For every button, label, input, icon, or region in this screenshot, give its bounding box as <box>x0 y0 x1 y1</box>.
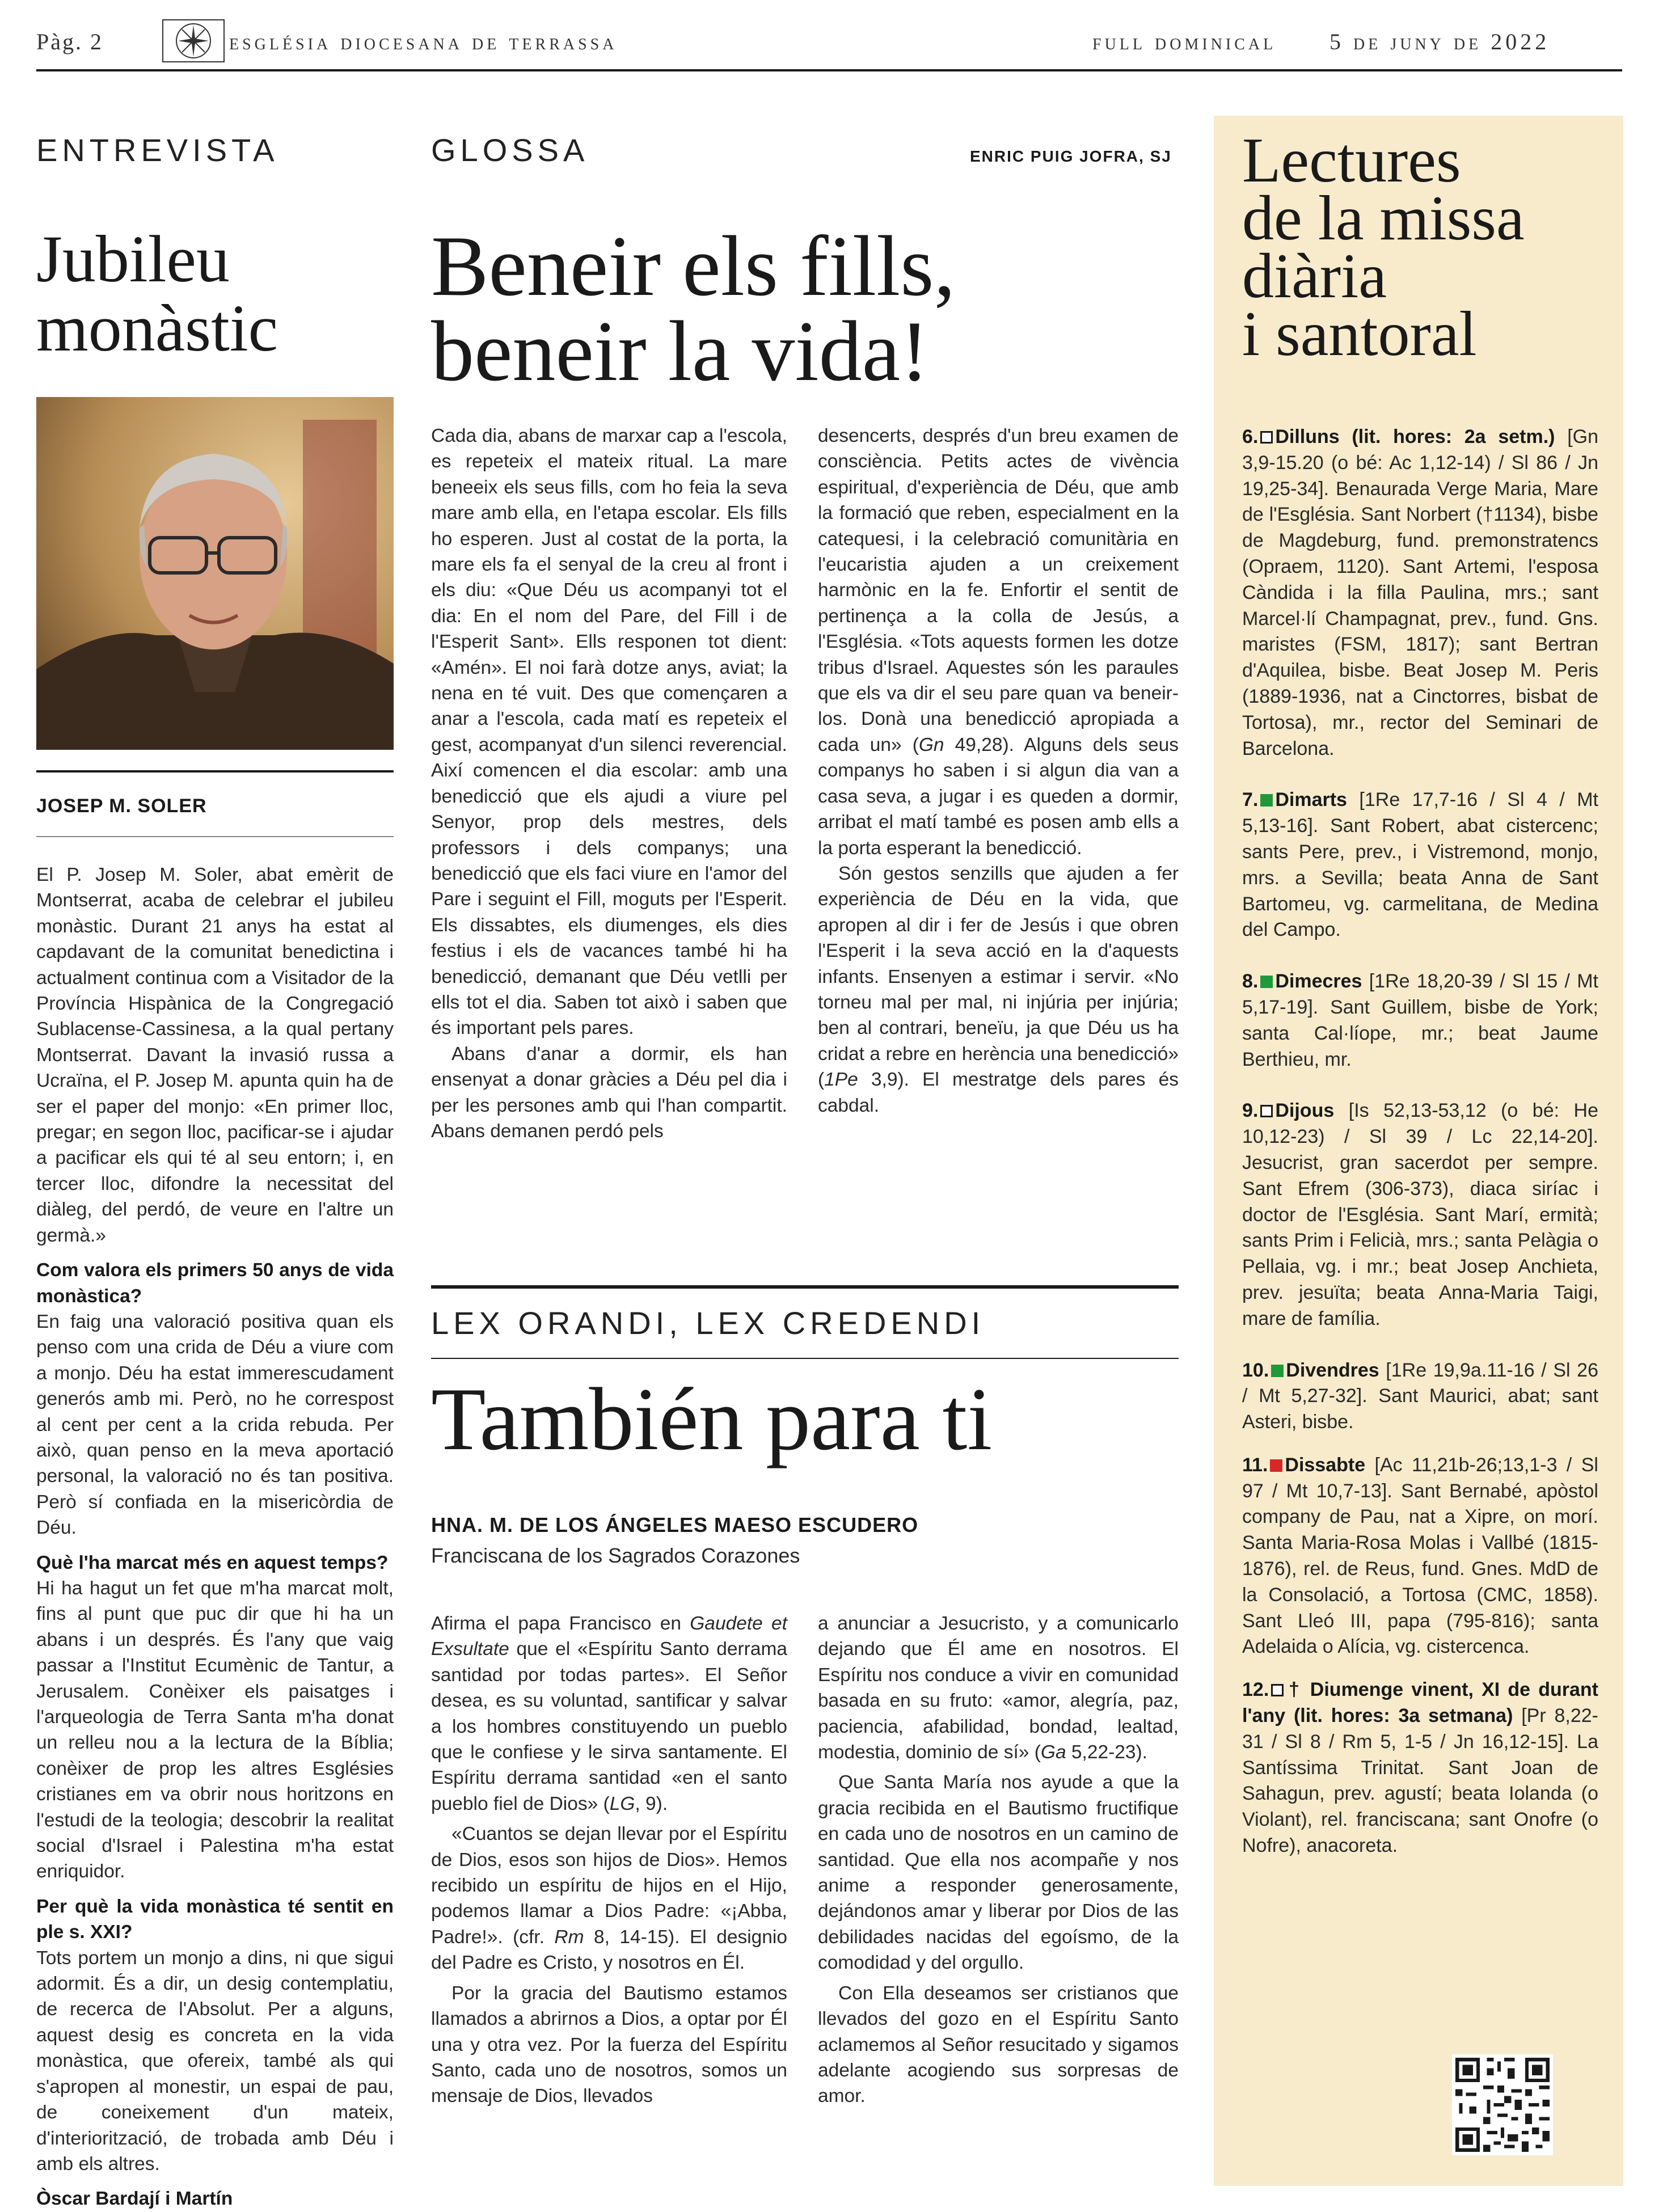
day-number: 7. <box>1242 789 1259 811</box>
page-header <box>36 17 1622 71</box>
glossa-text: 3,9). El mestratge dels pares és cabdal. <box>818 1069 1179 1116</box>
lectures-day <box>1242 1098 1598 1332</box>
lex-paragraph: Que Santa María nos ayude a que la gracia recibida en el Bautismo fructifique en cada uno de nosotros en un camino de santidad. Que ella nos acompañe y nos anime a responder generosamente, dejándonos amar y liberar por Dios de las debilidades nacidas del egoísmo, de la comodidad y del orgullo. <box>818 1772 1179 1974</box>
lex-text: a anunciar a Jesucristo, y a comunicarlo dejando que Él ame en nosotros. El Espíritu nos conduce a vivir en comunidad basada en su fruto: «amor, alegría, paz, paciencia, afabilidad, bondad, lealtad, modestia, dominio de sí» ( <box>818 1613 1179 1763</box>
liturgical-color-square-icon <box>1260 794 1273 807</box>
day-number: 6. <box>1242 426 1259 448</box>
lex-text: que el «Espíritu Santo derrama santidad por todas partes». El Señor desea, es su voluntad, santificar y salvar a los hombres constituyendo un pueblo que le confiese y le sirva santamente. El Espíritu derrama santidad «en el santo pueblo fiel de Dios» ( <box>431 1639 787 1814</box>
lex-section-rule <box>431 1285 1179 1289</box>
glossa-title <box>431 218 956 399</box>
liturgical-color-square-icon <box>1271 1365 1284 1377</box>
liturgical-color-square-icon <box>1270 1459 1282 1472</box>
day-heading: Dimarts <box>1275 789 1347 811</box>
glossa-title-line: Beneir els fills, <box>431 218 956 314</box>
interview-text <box>36 862 394 2212</box>
day-number: 12. <box>1242 1679 1269 1701</box>
lectures-title-line: Lectures <box>1242 125 1461 196</box>
day-heading: Dissabte <box>1285 1454 1366 1476</box>
lex-text: Afirma el papa Francisco en <box>431 1613 690 1634</box>
interview-answer: Hi ha hagut un fet que m'ha marcat molt, fins al punt que puc dir que hi ha un abans i un després. És l'any que vaig passar a l'Institut Ecumènic de Tantur, a Jerusalem. Conèixer els paisatges i l'arqueologia de Terra Santa m'ha donat un relleu nou a la lectura de la Bíblia; conèixer de prop les altres Esglésies cristianes em va obrir nous horitzons en l'estudi de la teologia; descobrir la realitat social d'Israel i Palestina m'ha estat enriquidor. <box>36 1577 394 1882</box>
interview-title-line: Jubileu <box>36 222 230 296</box>
day-readings: [Pr 8,22-31 / Sl 8 / Rm 5, 1-5 / Jn 16,12-15]. La Santíssima Trinitat. Sant Joan de Sahagun, prev. agustí; beata Iolanda (o Violant), rel. franciscana; sant Onofre (o Nofre), anacoreta. <box>1242 1705 1598 1857</box>
interview-title <box>36 222 278 365</box>
lectures-title-line: i santoral <box>1242 299 1477 369</box>
day-number: 9. <box>1242 1100 1259 1122</box>
interview-answer: Tots portem un monjo a dins, ni que sigui adormit. És a dir, un desig contemplatiu, de recerca de l'Absolut. Per a alguns, aquest desig es concreta en la vida monàstica, que ofereix, també als qui s'apropen al monestir, un espai de pau, de coneixement d'un mateix, d'interiorització, de trobada amb Déu i amb els altres. <box>36 1947 394 2175</box>
diocese-logo-icon <box>162 19 225 62</box>
interview-author: JOSEP M. SOLER <box>36 795 207 817</box>
lectures-list <box>1242 424 1598 1859</box>
day-readings: [1Re 17,7-16 / Sl 4 / Mt 5,13-16]. Sant Robert, abat cistercenc; sants Pere, prev., i Vistremond, monjo, mrs. a Sevilla; beata Anna de Sant Bartomeu, vg. carmelitana, de Medina del Campo. <box>1242 789 1598 941</box>
interview-author-rule-bottom <box>36 836 394 837</box>
qr-code-icon[interactable] <box>1452 2054 1553 2155</box>
lectures-day <box>1242 969 1598 1073</box>
glossa-text: desencerts, després d'un breu examen de consciència. Petits actes de vivència espiritual, d'experiència de Déu, que amb la formació que reben, especialment en la catequesi, i la celebració comunitària en l'eucaristia ajuden a un creixement harmònic en la fe. Enfortir el sentit de pertinença a la colla de Jesús, a l'Església. «Tots aquests formen les dotze tribus d'Israel. Aquestes són les paraules que els va dir el seu pare quan va beneir-los. Donà una benedicció apropiada a cada un» ( <box>818 425 1179 755</box>
page-number: Pàg. 2 <box>36 29 103 54</box>
liturgical-color-square-icon <box>1260 431 1273 444</box>
document-reference: LG <box>609 1793 635 1814</box>
bible-reference: 1Pe <box>824 1069 858 1091</box>
interview-signature: Òscar Bardají i Martín <box>36 2188 233 2210</box>
lex-title-line: También para ti <box>431 1370 993 1469</box>
interview-title-line: monàstic <box>36 291 278 365</box>
publication-date: 5 de juny de 2022 <box>1329 29 1550 54</box>
lex-text: , 9). <box>635 1793 668 1814</box>
section-kicker-lex-orandi: LEX ORANDI, LEX CREDENDI <box>431 1305 985 1341</box>
interview-answer: En faig una valoració positiva quan els penso com una crida de Déu a viure com a monjo. Déu ha estat immerescudament generós amb mi. Però, no he correspost al cent per cent a la crida rebuda. Per això, quan penso en la meva aportació personal, la valoració no és tan positiva. Però sí confiada en la misericòrdia de Déu. <box>36 1311 394 1539</box>
glossa-paragraph <box>818 423 1179 861</box>
glossa-paragraph <box>818 861 1179 1118</box>
lex-paragraph <box>818 1611 1179 1765</box>
bible-reference: Gn <box>918 734 944 755</box>
lectures-day <box>1242 1358 1598 1436</box>
interview-question: Què l'ha marcat més en aquest temps? <box>36 1552 389 1573</box>
glossa-author: ENRIC PUIG JOFRA, SJ <box>970 147 1172 165</box>
lex-paragraph: Por la gracia del Bautismo estamos llamados a abrirnos a Dios, a optar por Él una y otra vez. Por la fuerza del Espíritu Santo, cada uno de nosotros, somos un mensaje de Dios, llevados <box>431 1982 787 2107</box>
document-reference: Gaudete et Exsultate <box>431 1613 787 1660</box>
lex-kicker-rule <box>431 1358 1179 1359</box>
day-number: 8. <box>1242 970 1259 993</box>
day-readings: [1Re 19,9a.11-16 / Sl 26 / Mt 5,27-32]. Sant Maurici, abat; sant Asteri, bisbe. <box>1242 1359 1598 1433</box>
section-kicker-glossa: GLOSSA <box>431 132 589 168</box>
day-heading: Dilluns (lit. hores: 2a setm.) <box>1275 426 1555 448</box>
lex-title <box>431 1371 992 1468</box>
lex-paragraph <box>431 1611 787 1817</box>
glossa-column-1 <box>431 423 787 1144</box>
interview-question: Per què la vida monàstica té sentit en ple s. XXI? <box>36 1896 394 1943</box>
glossa-title-line: beneir la vida! <box>431 303 929 399</box>
lectures-day <box>1242 787 1598 943</box>
day-readings: [Ac 11,21b-26;13,1-3 / Sl 97 / Mt 10,7-13]. Sant Bernabé, apòstol company de Pau, nat a Xipre, on morí. Santa Maria-Rosa Molas i Vallbé (1815-1876), rel. de Reus, fund. Gnes. MdD de la Consolació, a Tortosa (CMC, 1858). Sant Lleó III, papa (795-816); santa Adelaida o Alícia, vg. cistercenca. <box>1242 1454 1598 1658</box>
publisher-name: església diocesana de terrassa <box>229 29 618 54</box>
lex-paragraph: Con Ella deseamos ser cristianos que llevados del gozo en el Espíritu Santo aclamemos al Señor resucitado y sigamos adelante acogiendo sus sorpresas de amor. <box>818 1982 1179 2107</box>
lectures-day <box>1242 424 1598 762</box>
lectures-day <box>1242 1453 1598 1660</box>
glossa-column-2 <box>818 423 1179 1118</box>
lectures-title <box>1242 125 1525 369</box>
liturgical-color-square-icon <box>1260 1105 1273 1117</box>
lex-column-1 <box>431 1611 787 2109</box>
lex-text: 5,22-23). <box>1066 1742 1147 1763</box>
day-heading: Dijous <box>1275 1100 1335 1122</box>
liturgical-color-square-icon <box>1271 1684 1284 1696</box>
lectures-title-line: diària <box>1242 241 1387 311</box>
glossa-paragraph: Cada dia, abans de marxar cap a l'escola, es repeteix el mateix ritual. La mare beneeix els seus fills, com ho feia la seva mare amb ella, en l'etapa escolar. Els fills ho esperen. Just al costat de la porta, la mare els fa el senyal de la creu al front i els diu: «Que Déu us acompanyi tot el dia: En el nom del Pare, del Fill i de l'Esperit Sant». Ells responen tot dient: «Amén». El noi farà dotze anys, aviat; la nena en té vuit. Des que començaren a anar a l'escola, cada matí es repeteix el gest, acompanyat d'un silenci reverencial. Així comencen el dia escolar: amb una benedicció que els ajudi a viure pel Senyor, prop dels mestres, dels professors i dels companys; una benedicció que els faci viure en l'amor del Pare i seguint el Fill, moguts per l'Esperit. Els dissabtes, els diumenges, els dies festius i els de vacances també hi ha benedicció, demanant que Déu vetlli per ells tot el dia. Saben tot això i saben que és important pels pares. <box>431 425 787 1039</box>
day-readings: [Is 52,13-53,12 (o bé: He 10,12-23) / Sl 39 / Lc 22,14-20]. Jesucrist, gran sacerdot per sempre. Sant Efrem (306-373), diaca siríac i doctor de l'Església. Sant Marí, ermità; sants Prim i Felicià, mrs.; santa Pelàgia o Pellaia, vg. i mr.; beat Josep Anchieta, prev. jesuïta; beata Anna-Maria Taigi, mare de família. <box>1242 1100 1598 1329</box>
interview-question: Com valora els primers 50 anys de vida monàstica? <box>36 1260 394 1307</box>
day-number: 11. <box>1242 1454 1268 1476</box>
lex-text: 8, 14-15). El designio del Padre es Cristo, y nosotros en Él. <box>431 1926 787 1974</box>
lex-text: «Cuantos se dejan llevar por el Espíritu de Dios, esos son hijos de Dios». Hemos recibido un espíritu de hijos en el Hijo, podemos llamar a Dios Padre: «¡Abba, Padre!». (cfr. <box>431 1823 787 1948</box>
publication-name: full dominical <box>1092 29 1277 54</box>
section-kicker-entrevista: ENTREVISTA <box>36 132 279 168</box>
lex-author-affiliation: Franciscana de los Sagrados Corazones <box>431 1544 800 1567</box>
day-readings: [Gn 3,9-15.20 (o bé: Ac 1,12-14) / Sl 86 / Jn 19,25-34]. Benaurada Verge Maria, Mare de l'Església. Sant Norbert (†1134), bisbe de Magdeburg, fund. premonstratencs (Opraem, 1120). Sant Artemi, l'esposa Càndida i la filla Paulina, mrs.; sant Marcel·lí Champagnat, prev., fund. Gns. maristes (FSM, 1817); sant Bertran d'Aquilea, bisbe. Beat Josep M. Peris (1889-1936, nat a Cinctorres, bisbat de Tortosa), mr., rector del Seminari de Barcelona. <box>1242 426 1598 759</box>
lex-author: HNA. M. DE LOS ÁNGELES MAESO ESCUDERO <box>431 1513 919 1536</box>
day-readings: [1Re 18,20-39 / Sl 15 / Mt 5,17-19]. Sant Guillem, bisbe de York; santa Cal·líope, mr.; beat Jaume Berthieu, mr. <box>1242 970 1598 1070</box>
day-number: 10. <box>1242 1359 1269 1381</box>
bible-reference: Rm <box>554 1926 584 1948</box>
lectures-day <box>1242 1677 1598 1859</box>
lex-paragraph <box>431 1821 787 1975</box>
liturgical-color-square-icon <box>1260 976 1273 988</box>
interview-portrait <box>36 397 394 750</box>
interview-intro: El P. Josep M. Soler, abat emèrit de Montserrat, acaba de celebrar el jubileu monàstic. Durant 21 anys ha estat al capdavant de la comunitat benedictina i actualment continua com a Visitador de la Província Hispànica de la Congregació Sublacense-Cassinesa, a la qual pertany Montserrat. Davant la invasió russa a Ucraïna, el P. Josep M. apunta quin ha de ser el paper del monjo: «En primer lloc, pregar; en segon lloc, pacificar-se i ajudar a pacificar els qui té al seu entorn; i, en tercer lloc, difondre la necessitat del diàleg, del perdó, de veure en l'altre un germà.» <box>36 864 394 1246</box>
bible-reference: Ga <box>1040 1742 1066 1763</box>
glossa-text: 49,28). Alguns dels seus companys ho saben i si algun dia van a casa seva, a jugar i es queden a dormir, arribat el matí també es posen amb ells a la porta esperant la benedicció. <box>818 734 1179 859</box>
glossa-paragraph: Abans d'anar a dormir, els han ensenyat a donar gràcies a Déu pel dia i per les persones amb qui l'han compartit. Abans demanen perdó pels <box>431 1043 787 1142</box>
lex-column-2 <box>818 1611 1179 2109</box>
day-heading: Divendres <box>1286 1359 1379 1381</box>
portrait-image <box>36 397 394 750</box>
interview-author-rule <box>36 770 394 772</box>
day-heading: Dimecres <box>1275 970 1362 993</box>
lectures-title-line: de la missa <box>1242 183 1525 254</box>
day-heading: † Diumenge vinent, XI de durant l'any (lit. hores: 3a setmana) <box>1242 1679 1598 1727</box>
glossa-text: Són gestos senzills que ajuden a fer experiència de Déu en la vida, que apropen al dir i fer de Jesús i que obren l'Esperit i la seva acció en la d'aquests infants. Ensenyen a estimar i servir. «No torneu mal per mal, ni injúria per injúria; ben al contrari, beneïu, ja que Déu us ha cridat a rebre en herència una benedicció» ( <box>818 863 1179 1091</box>
